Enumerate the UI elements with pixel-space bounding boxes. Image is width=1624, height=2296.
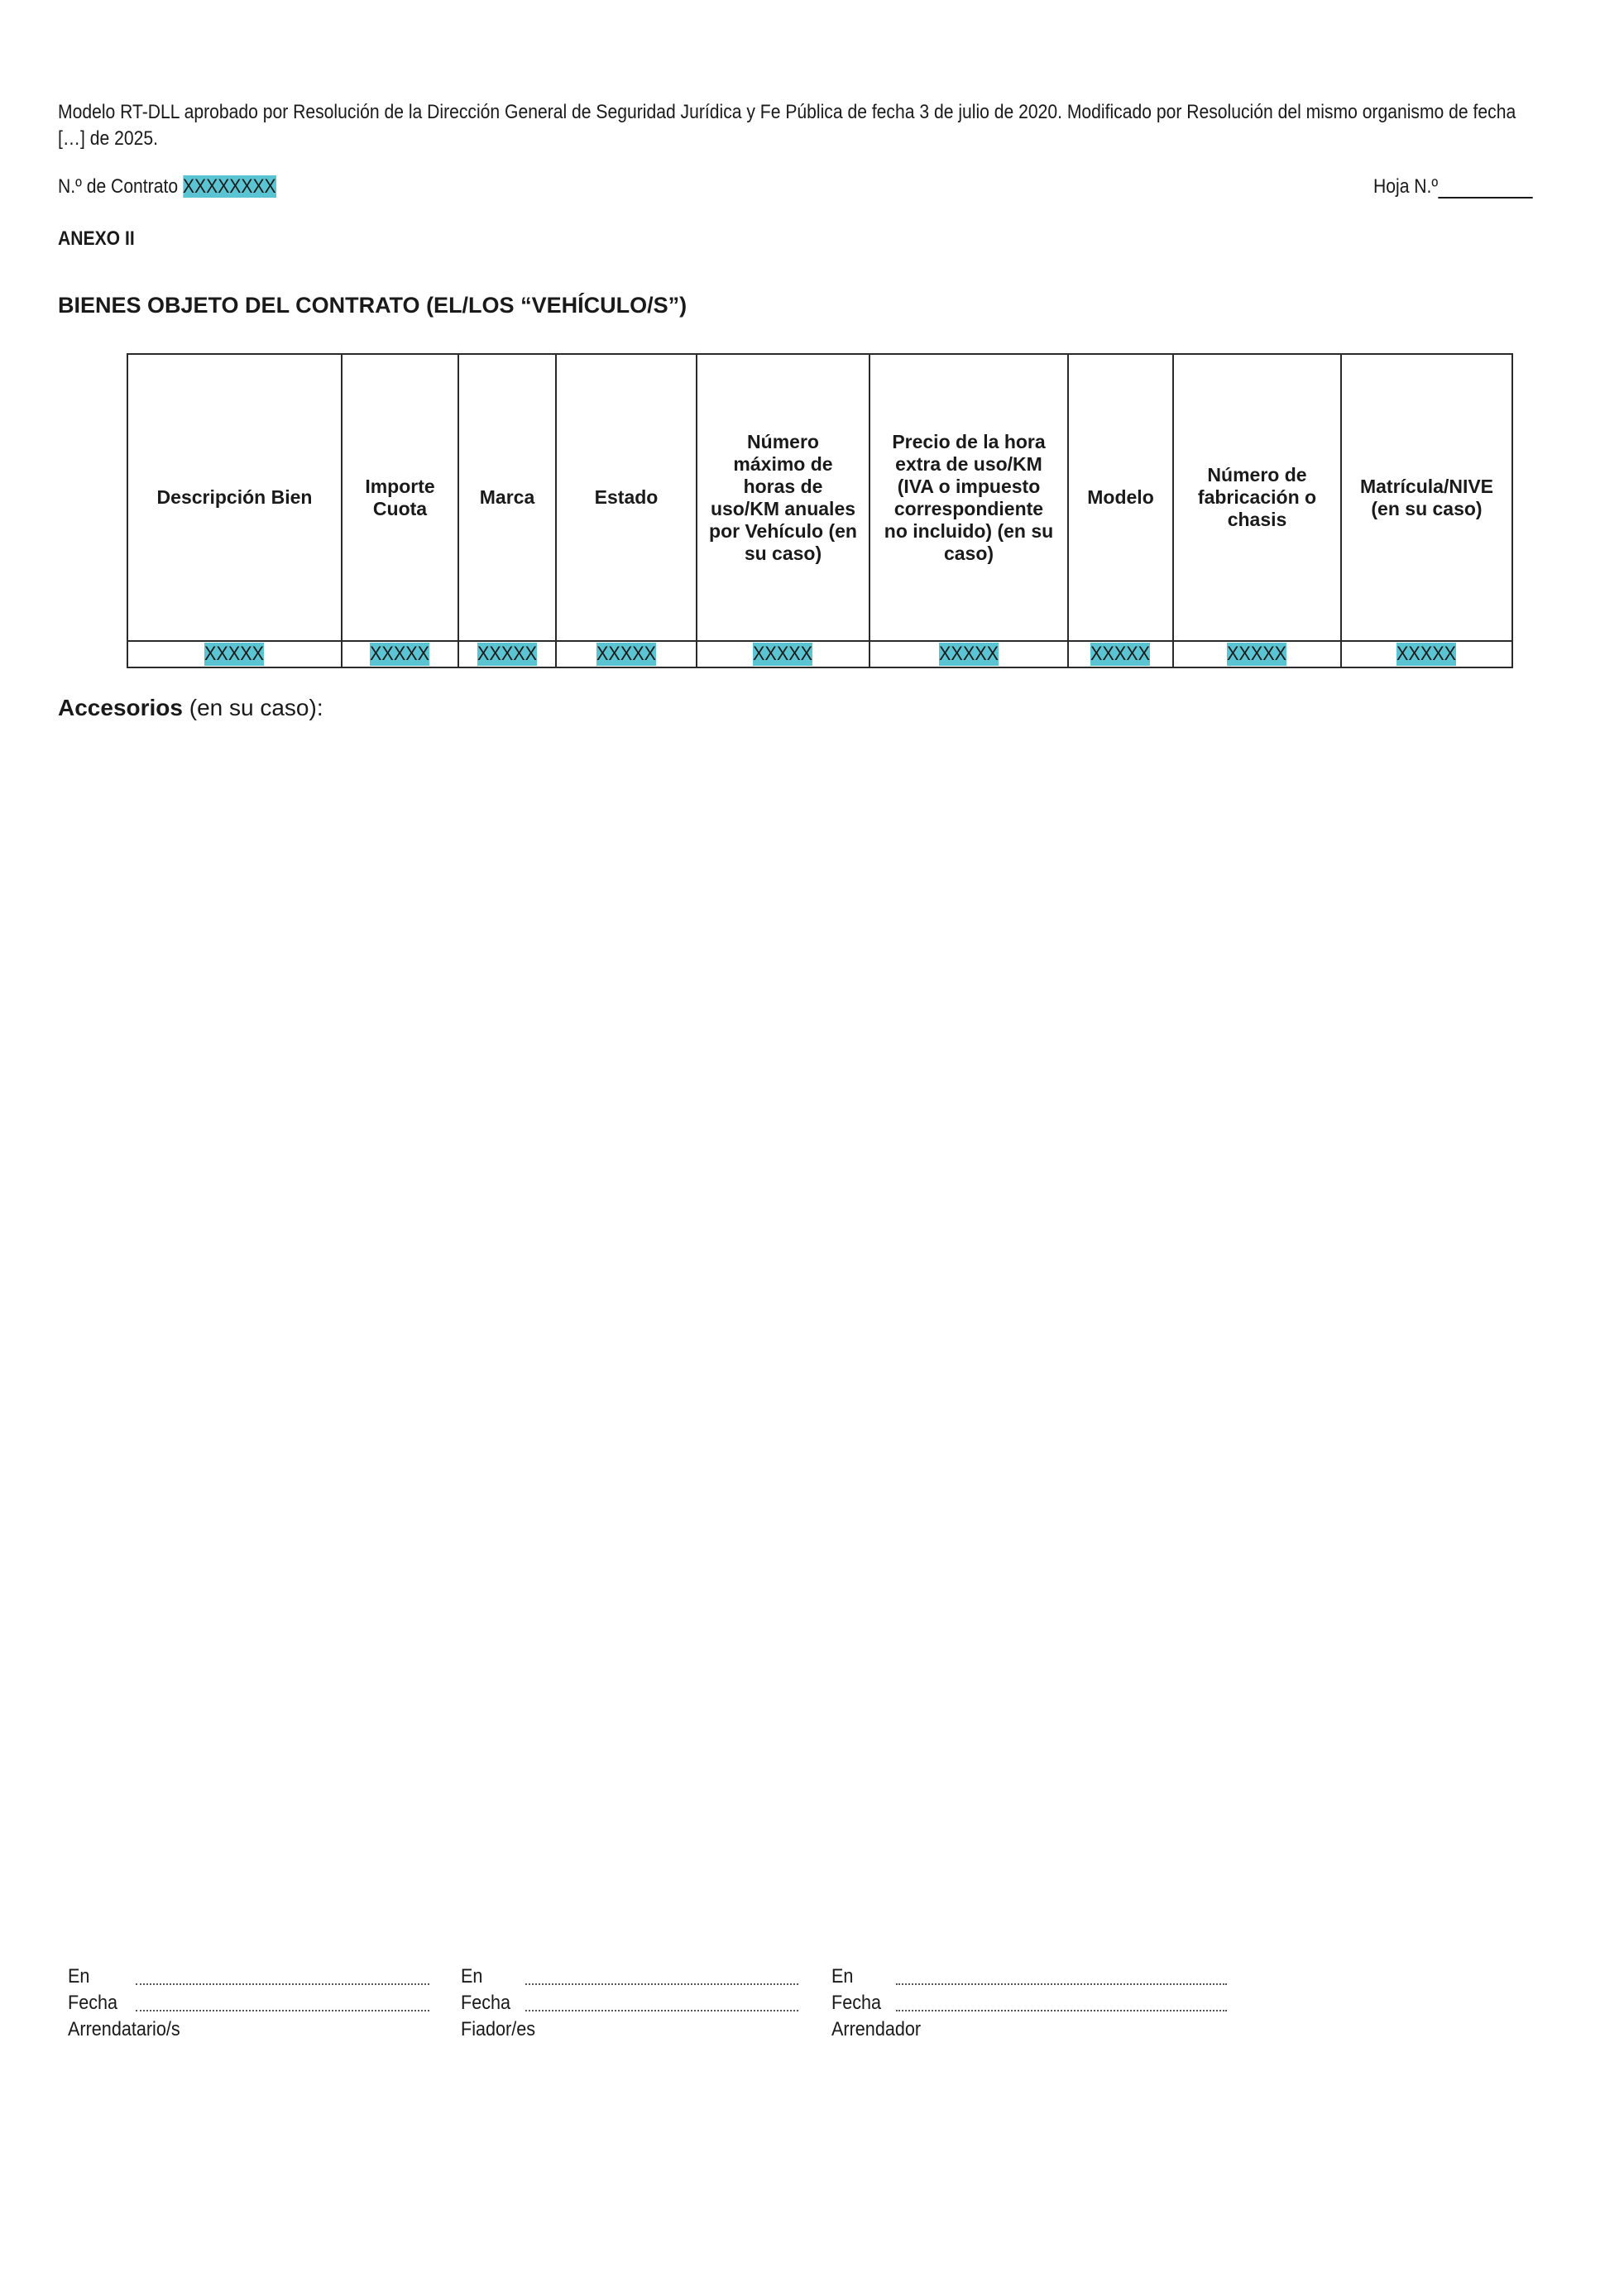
place-label: En bbox=[68, 1965, 90, 1987]
date-field[interactable] bbox=[136, 1992, 429, 2011]
accessories-label: Accesorios bbox=[58, 695, 183, 720]
signature-block-arrendatario bbox=[68, 1964, 429, 2043]
header-note-line-1: Modelo RT-DLL aprobado por Resolución de la Dirección General de Seguridad Jurídica y Fe Pública de fecha 3 de julio de 2020. Modificado por Resolución del mismo organismo de fecha bbox=[58, 101, 1516, 123]
place-label: En bbox=[831, 1965, 854, 1987]
table-cell[interactable]: XXXXX bbox=[458, 641, 556, 667]
annex-heading: ANEXO II bbox=[58, 227, 135, 250]
col-header-precio: Precio de la hora extra de uso/KM (IVA o impuesto correspondiente no incluido) (en su caso) bbox=[869, 354, 1068, 641]
col-header-marca: Marca bbox=[458, 354, 556, 641]
col-header-matricula: Matrícula/NIVE (en su caso) bbox=[1341, 354, 1512, 641]
contract-number bbox=[58, 175, 276, 199]
contract-number-value[interactable]: XXXXXXXX bbox=[182, 175, 276, 198]
date-field[interactable] bbox=[896, 1992, 1227, 2011]
table-cell[interactable]: XXXXX bbox=[556, 641, 697, 667]
date-label: Fecha bbox=[461, 1992, 511, 2014]
sheet-number-field[interactable] bbox=[1438, 175, 1532, 199]
signer-role: Arrendador bbox=[831, 2018, 922, 2040]
table-cell[interactable]: XXXXX bbox=[1068, 641, 1173, 667]
col-header-descripcion: Descripción Bien bbox=[127, 354, 342, 641]
signature-block-fiador bbox=[461, 1964, 798, 2043]
contract-number-label: N.º de Contrato bbox=[58, 175, 183, 198]
table-cell[interactable]: XXXXX bbox=[127, 641, 342, 667]
sheet-number bbox=[1373, 175, 1533, 199]
place-field[interactable] bbox=[136, 1965, 429, 1985]
col-header-chasis: Número de fabricación o chasis bbox=[1173, 354, 1341, 641]
table-cell[interactable]: XXXXX bbox=[1173, 641, 1341, 667]
col-header-estado: Estado bbox=[556, 354, 697, 641]
place-label: En bbox=[461, 1965, 483, 1987]
signature-block-arrendador bbox=[831, 1964, 1227, 2043]
col-header-importe: Importe Cuota bbox=[342, 354, 458, 641]
date-field[interactable] bbox=[525, 1992, 798, 2011]
col-header-modelo: Modelo bbox=[1068, 354, 1173, 641]
header-note-line-2: […] de 2025. bbox=[58, 127, 158, 150]
table-header-row bbox=[127, 354, 1512, 641]
table-cell[interactable]: XXXXX bbox=[697, 641, 869, 667]
place-field[interactable] bbox=[896, 1965, 1227, 1985]
header-note bbox=[58, 99, 1624, 152]
accessories-note: (en su caso): bbox=[182, 695, 323, 720]
table-cell[interactable]: XXXXX bbox=[342, 641, 458, 667]
date-label: Fecha bbox=[68, 1992, 118, 2014]
table-cell[interactable]: XXXXX bbox=[1341, 641, 1512, 667]
section-title: BIENES OBJETO DEL CONTRATO (EL/LOS “VEHÍCULO/S”) bbox=[58, 293, 687, 318]
place-field[interactable] bbox=[525, 1965, 798, 1985]
date-label: Fecha bbox=[831, 1992, 882, 2014]
vehicles-table bbox=[127, 353, 1513, 668]
signer-role: Arrendatario/s bbox=[68, 2018, 180, 2040]
table-row bbox=[127, 641, 1512, 667]
accessories-line bbox=[58, 695, 323, 721]
table-cell[interactable]: XXXXX bbox=[869, 641, 1068, 667]
sheet-number-label: Hoja N.º bbox=[1373, 175, 1439, 198]
signer-role: Fiador/es bbox=[461, 2018, 536, 2040]
col-header-horas: Número máximo de horas de uso/KM anuales por Vehículo (en su caso) bbox=[697, 354, 869, 641]
